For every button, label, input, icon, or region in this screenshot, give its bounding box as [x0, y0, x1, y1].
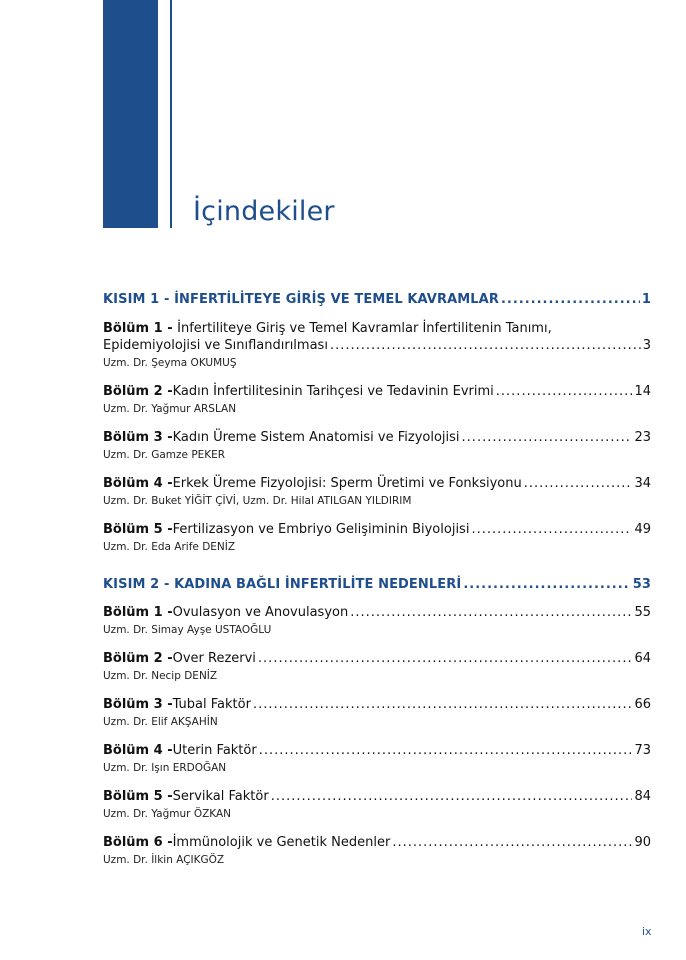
part-title: KISIM 2 - KADINA BAĞLI İNFERTİLİTE NEDENLERİ — [103, 577, 462, 592]
toc-entry[interactable] — [103, 384, 651, 415]
chapter-title-line — [103, 743, 651, 758]
chapter-author: Uzm. Dr. Elif AKŞAHİN — [103, 716, 218, 728]
dot-leader — [524, 476, 633, 491]
dot-leader — [463, 577, 630, 592]
chapter-title-line — [103, 338, 651, 353]
chapter-page-number: 55 — [634, 605, 651, 620]
chapter-author: Uzm. Dr. Işın ERDOĞAN — [103, 762, 227, 774]
chapter-label: Bölüm 2 - — [103, 651, 173, 666]
part-page-number: 53 — [632, 577, 651, 592]
chapter-title-line — [103, 522, 651, 537]
chapter-author: Uzm. Dr. İlkin AÇIKGÖZ — [103, 854, 225, 866]
dot-leader — [330, 338, 641, 353]
chapter-title-part: İnfertiliteye Giriş ve Temel Kavramlar İnfertilitenin Tanımı, — [177, 321, 552, 336]
dot-leader — [271, 789, 633, 804]
chapter-label: Bölüm 5 - — [103, 522, 173, 537]
toc-entry[interactable] — [103, 522, 651, 553]
chapter-page-number: 49 — [634, 522, 651, 537]
chapter-label: Bölüm 2 - — [103, 384, 173, 399]
chapter-title: Kadın İnfertilitesinin Tarihçesi ve Tedavinin Evrimi — [172, 384, 494, 399]
chapter-title: Erkek Üreme Fizyolojisi: Sperm Üretimi ve Fonksiyonu — [172, 476, 522, 491]
chapter-label: Bölüm 4 - — [103, 476, 173, 491]
table-of-contents — [103, 292, 651, 866]
decorative-blue-line — [170, 0, 172, 228]
chapter-title: İmmünolojik ve Genetik Nedenler — [172, 835, 391, 850]
chapter-page-number: 64 — [634, 651, 651, 666]
chapter-title: Epidemiyolojisi ve Sınıflandırılması — [103, 338, 328, 353]
chapter-title-line — [103, 605, 651, 620]
chapter-title-line — [103, 476, 651, 491]
chapter-title: Kadın Üreme Sistem Anatomisi ve Fizyolojisi — [172, 430, 460, 445]
chapter-title: Over Rezervi — [172, 651, 256, 666]
chapter-title-line — [103, 384, 651, 399]
toc-entry[interactable] — [103, 835, 651, 866]
chapter-title: Uterin Faktör — [172, 743, 257, 758]
chapter-title: Fertilizasyon ve Embriyo Gelişiminin Biyolojisi — [172, 522, 470, 537]
chapter-author: Uzm. Dr. Yağmur ÖZKAN — [103, 808, 232, 820]
chapter-label: Bölüm 3 - — [103, 430, 173, 445]
toc-entry[interactable] — [103, 320, 651, 369]
toc-entry[interactable] — [103, 651, 651, 682]
dot-leader — [471, 522, 632, 537]
chapter-author: Uzm. Dr. Yağmur ARSLAN — [103, 403, 237, 415]
toc-entry[interactable] — [103, 743, 651, 774]
toc-entry[interactable] — [103, 789, 651, 820]
chapter-title: Servikal Faktör — [172, 789, 269, 804]
chapter-title: Ovulasyon ve Anovulasyon — [172, 605, 349, 620]
chapter-label: Bölüm 5 - — [103, 789, 173, 804]
dot-leader — [350, 605, 632, 620]
chapter-label: Bölüm 1 - — [103, 321, 178, 336]
chapter-title-line — [103, 835, 651, 850]
chapter-page-number: 3 — [642, 338, 651, 353]
part-title: KISIM 1 - İNFERTİLİTEYE GİRİŞ VE TEMEL KAVRAMLAR — [103, 292, 499, 307]
toc-entry[interactable] — [103, 476, 651, 507]
chapter-label: Bölüm 1 - — [103, 605, 173, 620]
chapter-author: Uzm. Dr. Buket YİĞİT ÇİVİ, Uzm. Dr. Hilal ATILGAN YILDIRIM — [103, 495, 412, 507]
chapter-page-number: 14 — [634, 384, 651, 399]
chapter-title-line — [103, 789, 651, 804]
dot-leader — [258, 651, 633, 666]
chapter-label: Bölüm 6 - — [103, 835, 173, 850]
chapter-title-line — [103, 430, 651, 445]
page-title: İçindekiler — [193, 196, 335, 227]
toc-entry[interactable] — [103, 605, 651, 636]
chapter-page-number: 84 — [634, 789, 651, 804]
chapter-title: Tubal Faktör — [172, 697, 251, 712]
chapter-page-number: 73 — [634, 743, 651, 758]
chapter-label: Bölüm 4 - — [103, 743, 173, 758]
chapter-author: Uzm. Dr. Necip DENİZ — [103, 670, 218, 682]
chapter-title-line — [103, 320, 651, 338]
dot-leader — [496, 384, 633, 399]
chapter-page-number: 34 — [634, 476, 651, 491]
page-number: ix — [642, 925, 652, 938]
chapter-page-number: 66 — [634, 697, 651, 712]
toc-entry[interactable] — [103, 697, 651, 728]
chapter-title-line — [103, 651, 651, 666]
chapter-author: Uzm. Dr. Eda Arife DENİZ — [103, 541, 236, 553]
decorative-blue-block — [103, 0, 158, 228]
toc-entry[interactable] — [103, 430, 651, 461]
dot-leader — [253, 697, 633, 712]
chapter-author: Uzm. Dr. Gamze PEKER — [103, 449, 226, 461]
chapter-author: Uzm. Dr. Şeyma OKUMUŞ — [103, 357, 237, 369]
chapter-title-line — [103, 697, 651, 712]
chapter-page-number: 23 — [634, 430, 651, 445]
chapter-author: Uzm. Dr. Simay Ayşe USTAOĞLU — [103, 624, 272, 636]
part-heading[interactable] — [103, 292, 651, 307]
dot-leader — [259, 743, 633, 758]
chapter-label: Bölüm 3 - — [103, 697, 173, 712]
part-page-number: 1 — [641, 292, 651, 307]
dot-leader — [462, 430, 633, 445]
dot-leader — [392, 835, 632, 850]
chapter-page-number: 90 — [634, 835, 651, 850]
dot-leader — [501, 292, 640, 307]
part-heading[interactable] — [103, 577, 651, 592]
